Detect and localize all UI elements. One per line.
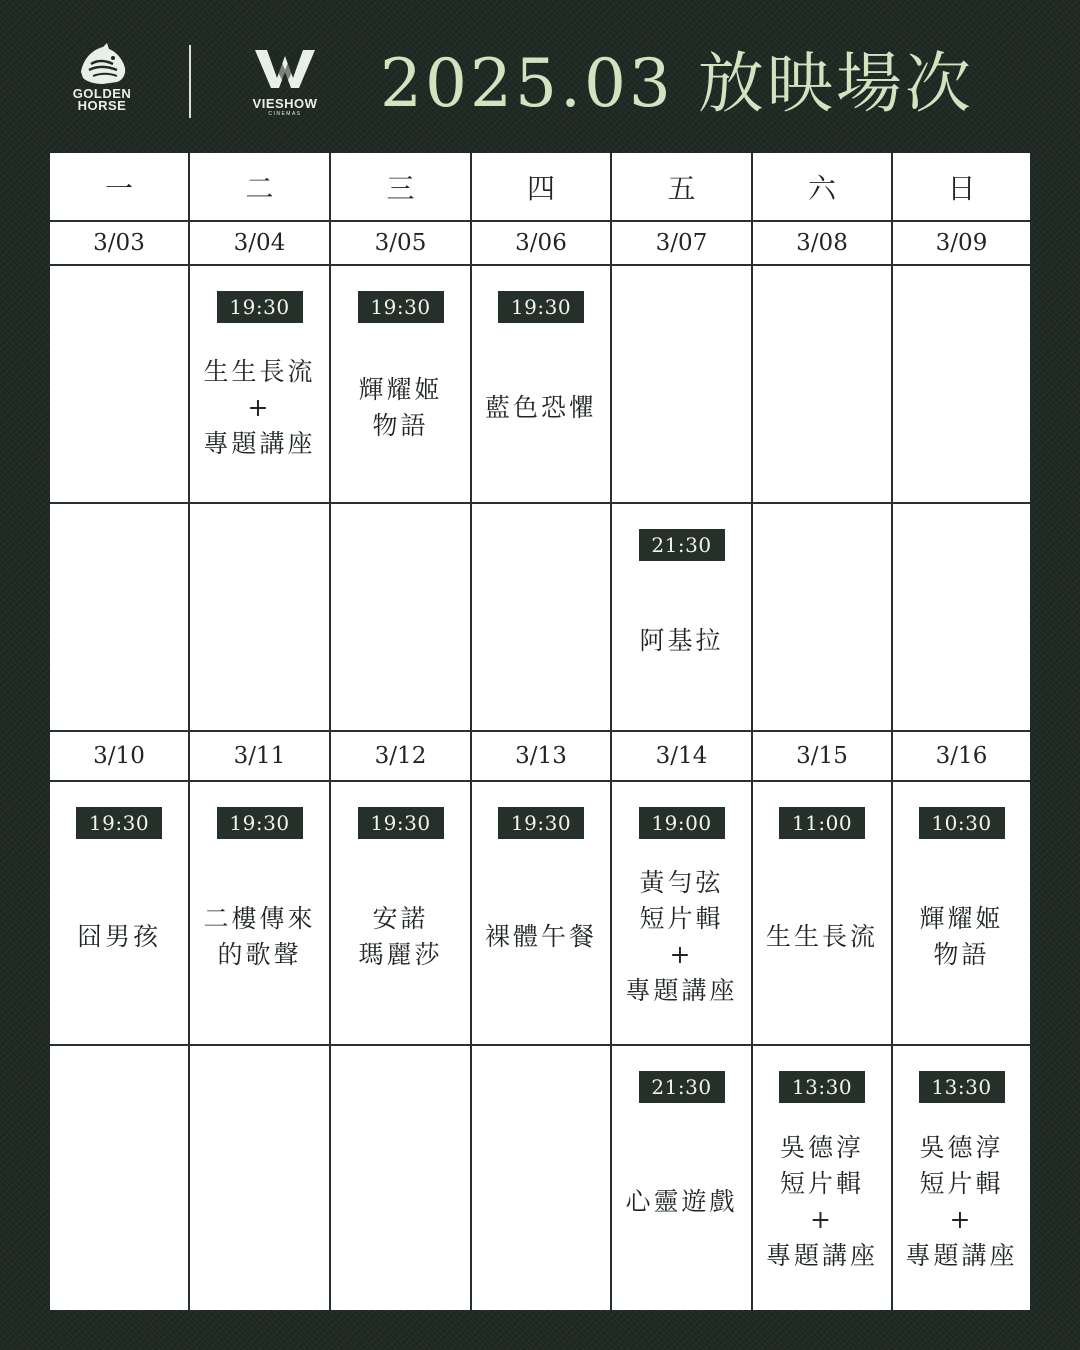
date-cell: 3/08	[753, 222, 893, 266]
showtime-badge: 19:00	[639, 807, 725, 839]
showtime-badge: 19:30	[76, 807, 162, 839]
film-title: 生生長流 + 專題講座	[203, 356, 316, 458]
date-cell: 3/11	[190, 732, 331, 782]
showtime-badge: 10:30	[919, 807, 1005, 839]
empty-cell	[331, 504, 472, 732]
empty-cell	[753, 504, 893, 732]
vieshow-logo	[240, 48, 330, 123]
film-title: 生生長流	[765, 921, 878, 951]
film-title: 心靈遊戲	[625, 1186, 738, 1216]
empty-cell	[190, 1046, 331, 1310]
date-cell: 3/16	[893, 732, 1030, 782]
film-title: 阿基拉	[639, 625, 724, 655]
showtime-badge: 13:30	[779, 1071, 865, 1103]
date-cell: 3/03	[50, 222, 190, 266]
weekday-header: 二	[190, 153, 331, 222]
date-cell: 3/09	[893, 222, 1030, 266]
empty-cell	[331, 1046, 472, 1310]
weekday-header: 六	[753, 153, 893, 222]
empty-cell	[893, 504, 1030, 732]
empty-cell	[472, 1046, 612, 1310]
empty-cell	[50, 1046, 190, 1310]
golden-horse-logo	[62, 42, 142, 122]
showtime-badge: 19:30	[217, 807, 303, 839]
film-title: 黃勻弦 短片輯 + 專題講座	[625, 867, 738, 1005]
date-cell: 3/13	[472, 732, 612, 782]
screening-cell	[331, 782, 472, 1046]
screening-cell	[472, 266, 612, 504]
horse-head-icon	[73, 42, 131, 88]
date-cell: 3/12	[331, 732, 472, 782]
screening-cell	[612, 1046, 753, 1310]
page-title: 2025.03 放映場次	[380, 45, 974, 122]
date-cell: 3/15	[753, 732, 893, 782]
screening-cell	[893, 1046, 1030, 1310]
film-title: 二樓傳來 的歌聲	[203, 903, 316, 969]
weekday-header: 五	[612, 153, 753, 222]
showtime-badge: 19:30	[498, 807, 584, 839]
header-divider	[189, 45, 191, 118]
empty-cell	[190, 504, 331, 732]
screening-cell	[893, 782, 1030, 1046]
screening-cell	[190, 782, 331, 1046]
screening-cell	[472, 782, 612, 1046]
empty-cell	[50, 504, 190, 732]
screening-cell	[50, 782, 190, 1046]
empty-cell	[50, 266, 190, 504]
screening-cell	[753, 782, 893, 1046]
screening-cell	[612, 782, 753, 1046]
film-title: 囧男孩	[76, 921, 161, 951]
screening-cell	[612, 504, 753, 732]
film-title: 裸體午餐	[484, 921, 597, 951]
showtime-badge: 11:00	[779, 807, 865, 839]
vieshow-w-icon	[253, 48, 317, 90]
empty-cell	[753, 266, 893, 504]
empty-cell	[893, 266, 1030, 504]
vieshow-logo-subtext: CINEMAS	[268, 111, 302, 117]
showtime-badge: 19:30	[358, 807, 444, 839]
date-cell: 3/10	[50, 732, 190, 782]
screening-cell	[331, 266, 472, 504]
showtime-badge: 21:30	[639, 529, 725, 561]
film-title: 吳德淳 短片輯 + 專題講座	[905, 1132, 1018, 1270]
film-title: 輝耀姬 物語	[919, 903, 1004, 969]
showtime-badge: 21:30	[639, 1071, 725, 1103]
date-cell: 3/07	[612, 222, 753, 266]
showtime-badge: 19:30	[498, 291, 584, 323]
film-title: 藍色恐懼	[484, 392, 597, 422]
film-title: 輝耀姬 物語	[358, 374, 443, 440]
golden-horse-logo-text: GOLDEN HORSE	[72, 86, 132, 113]
weekday-header: 日	[893, 153, 1030, 222]
date-cell: 3/04	[190, 222, 331, 266]
screening-cell	[190, 266, 331, 504]
weekday-header: 四	[472, 153, 612, 222]
showtime-badge: 19:30	[217, 291, 303, 323]
screening-cell	[753, 1046, 893, 1310]
film-title: 安諾 瑪麗莎	[358, 903, 443, 969]
empty-cell	[612, 266, 753, 504]
date-cell: 3/14	[612, 732, 753, 782]
empty-cell	[472, 504, 612, 732]
showtime-badge: 19:30	[358, 291, 444, 323]
date-cell: 3/05	[331, 222, 472, 266]
date-cell: 3/06	[472, 222, 612, 266]
weekday-header: 一	[50, 153, 190, 222]
vieshow-logo-text: VIESHOW	[252, 96, 318, 111]
weekday-header: 三	[331, 153, 472, 222]
header	[0, 0, 1080, 150]
film-title: 吳德淳 短片輯 + 專題講座	[765, 1132, 878, 1270]
showtime-badge: 13:30	[919, 1071, 1005, 1103]
schedule-table	[50, 153, 1030, 1310]
